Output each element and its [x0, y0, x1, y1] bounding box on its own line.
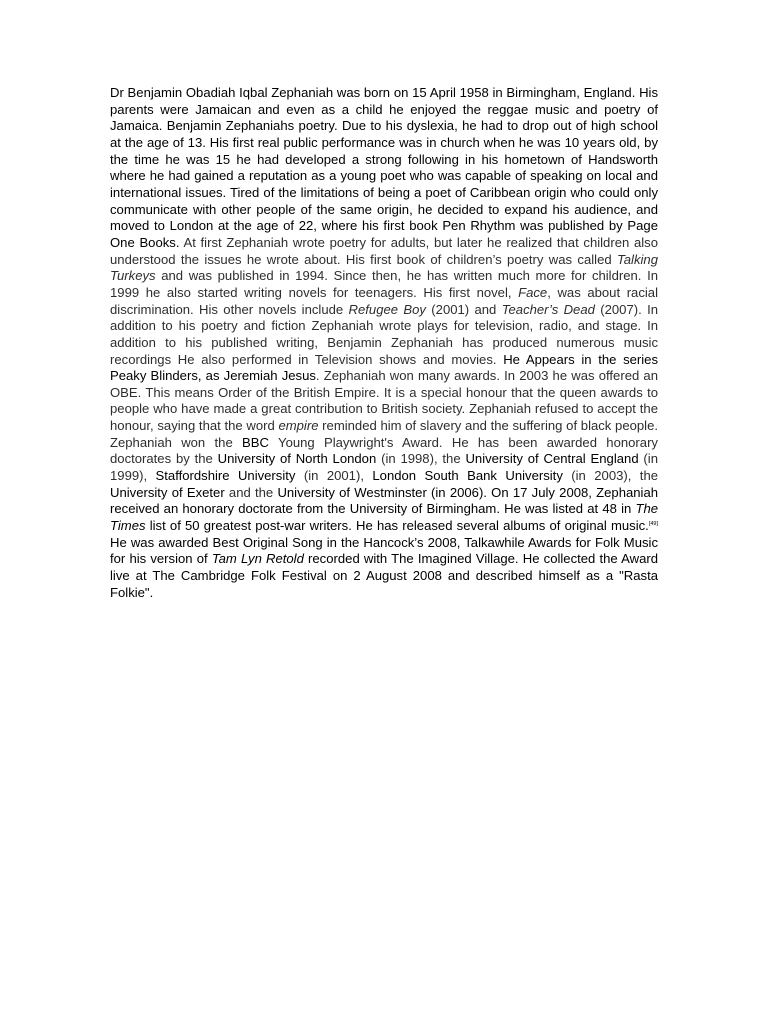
text-run: Teacher’s Dead — [501, 301, 595, 317]
text-run: University of North London — [217, 451, 377, 467]
text-run: Dr Benjamin Obadiah Iqbal Zephaniah was born on 15 April 1958 in Birmingham, England. His parents were Jamaican and even as a child he enjoyed the reggae music and poetry of Jamaica. Benjamin Zephaniahs poetry. Due to his dyslexia, he had to drop out of high school at the age of 13. His first real public performance was in church when he was 10 years old, by the time he was 15 he had developed a strong following in his hometown of Handsworth where he had gained a reputation as a young poet who was capable of speaking on local and international issues. Tired of the limitations of being a poet of Caribbean origin who could only communicate with other people of the same origin, he decided to expand his audience, and moved to London at the age of 22, where his first book Pen Rhythm was published by Page One Books. — [110, 85, 658, 250]
text-run: , was about racial discrimination. His other novels include — [110, 284, 658, 317]
text-run: Talking Turkeys — [110, 251, 658, 284]
text-run: Staffordshire University — [155, 468, 296, 484]
text-run: . Zephaniah won many awards. In 2003 he was offered an OBE. This means Order of the British Empire. It is a special honour that the queen awards to people who have made a great contribution to British society. Zephaniah refused to accept the honour, saying that the word — [110, 368, 658, 434]
text-run: list of 50 greatest post-war writers. He has released several albums of original music. — [145, 518, 649, 534]
text-run: London South Bank University — [372, 468, 563, 484]
text-run: and was published in 1994. Since then, he has written much more for children. In 1999 he also started writing novels for teenagers. His first novel, — [110, 268, 658, 300]
text-run: Young Playwright's Award. He has been awarded honorary doctorates by the — [110, 434, 658, 467]
text-run: University of Exeter — [110, 484, 225, 500]
text-run: (in 2006). On 17 July 2008, Zephaniah received an honorary doctorate from the — [110, 484, 659, 517]
text-run: (2007). In addition to his poetry and fiction Zephaniah wrote plays for television, radio, and stage. In addition to his published writing, Benjamin Zephaniah has produced numerous music recordings He also performed in Television shows and movies. — [110, 301, 658, 367]
text-run: . He was listed at 48 in — [496, 501, 636, 517]
citation-superscript: [49] — [648, 521, 658, 528]
text-run: (in 1999), — [110, 451, 658, 484]
text-run: (in 2003), the — [562, 468, 659, 484]
text-run: (in 2001), — [295, 468, 373, 484]
text-run: and the — [224, 484, 278, 500]
text-run: empire — [278, 418, 319, 434]
text-run: University of Westminster — [277, 484, 427, 500]
text-run: (2001) and — [425, 301, 502, 317]
text-run: University of Central England — [465, 451, 639, 467]
biography-paragraph — [110, 85, 658, 601]
text-run: University of Birmingham — [349, 501, 497, 517]
text-run: BBC — [242, 434, 269, 450]
text-run: He Appears in the series Peaky Blinders, as Jeremiah Jesus — [110, 351, 659, 384]
text-run: Tam Lyn Retold — [211, 551, 304, 567]
text-run: At first Zephaniah wrote poetry for adults, but later he realized that children also understood the issues he wrote about. His first book of children’s poetry was called — [110, 234, 658, 267]
text-run: Face — [518, 284, 548, 300]
text-run: He was awarded Best Original Song in the Hancock’s 2008, Talkawhile Awards for Folk Music for his version of — [110, 534, 658, 567]
text-run: The Times — [110, 501, 659, 534]
text-run: reminded him of slavery and the suffering of black people. Zephaniah won the — [110, 418, 659, 450]
text-run: Refugee Boy — [348, 301, 426, 317]
text-run: (in 1998), the — [376, 451, 466, 467]
text-run: recorded with The Imagined Village. He collected the Award live at The Cambridge Folk Festival on 2 August 2008 and described himself as a "Rasta Folkie". — [110, 551, 659, 600]
